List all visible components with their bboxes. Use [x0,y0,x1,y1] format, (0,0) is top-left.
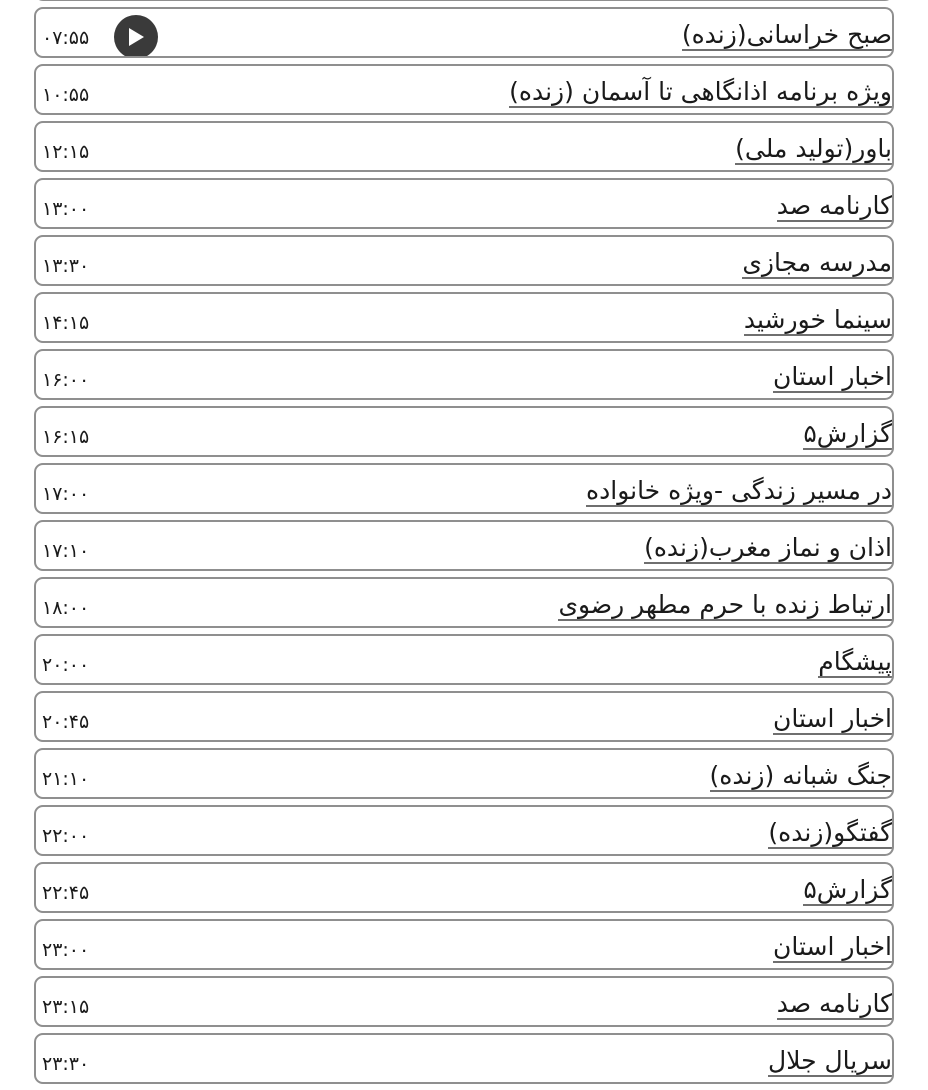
schedule-row[interactable] [34,349,894,400]
program-time: ۲۳:۱۵ [42,996,90,1018]
program-title: صبح خراسانی(زنده) [681,20,892,49]
program-title: سینما خورشید [743,305,892,334]
program-title: گزارش۵ [803,419,892,448]
program-time: ۱۶:۱۵ [42,426,90,448]
schedule-row-now-playing[interactable] [34,7,894,58]
program-time: ۱۲:۱۵ [42,141,90,163]
program-time: ۲۲:۰۰ [42,825,90,847]
program-title: گفتگو(زنده) [768,818,892,847]
program-time: ۲۰:۰۰ [42,654,90,676]
program-title: سریال جلال [768,1046,892,1075]
program-title: گزارش۵ [803,875,892,904]
schedule-row[interactable] [34,919,894,970]
program-time: ۱۰:۵۵ [42,84,90,106]
program-title: مدرسه مجازی [742,248,892,277]
schedule-row[interactable] [34,178,894,229]
program-time: ۱۸:۰۰ [42,597,90,619]
program-title: باور(تولید ملی) [735,134,892,163]
schedule-row[interactable] [34,976,894,1027]
program-time: ۱۷:۱۰ [42,540,90,562]
program-time: ۱۷:۰۰ [42,483,90,505]
play-icon [126,26,146,48]
schedule-row[interactable] [34,862,894,913]
program-time: ۲۲:۴۵ [42,882,90,904]
program-title: اخبار استان [773,362,892,391]
program-title: اخبار استان [773,932,892,961]
schedule-row[interactable] [34,805,894,856]
schedule-row[interactable] [34,0,894,1]
program-title: اذان و نماز مغرب(زنده) [644,533,892,562]
program-time: ۱۳:۳۰ [42,255,90,277]
program-title: ویژه برنامه اذانگاهی تا آسمان (زنده) [509,77,892,106]
play-button[interactable] [114,15,158,58]
schedule-row[interactable] [34,292,894,343]
schedule-row[interactable] [34,64,894,115]
program-title: کارنامه صد [776,989,892,1018]
program-title: اخبار استان [773,704,892,733]
program-time: ۲۰:۴۵ [42,711,90,733]
program-title: ارتباط زنده با حرم مطهر رضوی [558,590,892,619]
schedule-row[interactable] [34,577,894,628]
program-time: ۱۴:۱۵ [42,312,90,334]
program-time: ۰۷:۵۵ [42,27,90,49]
schedule-row[interactable] [34,634,894,685]
schedule-row[interactable] [34,121,894,172]
schedule-row[interactable] [34,748,894,799]
schedule-row[interactable] [34,235,894,286]
program-time: ۲۳:۳۰ [42,1053,90,1075]
program-title: جنگ شبانه (زنده) [709,761,892,790]
program-time: ۲۳:۰۰ [42,939,90,961]
schedule-row[interactable] [34,463,894,514]
schedule-row[interactable] [34,1033,894,1084]
schedule-row[interactable] [34,520,894,571]
program-title: کارنامه صد [776,191,892,220]
schedule-row[interactable] [34,406,894,457]
schedule-row[interactable] [34,691,894,742]
program-title: در مسیر زندگی -ویژه خانواده [586,476,892,505]
program-time: ۱۶:۰۰ [42,369,90,391]
program-title: پیشگام [818,647,892,676]
program-time: ۱۳:۰۰ [42,198,90,220]
program-time: ۲۱:۱۰ [42,768,90,790]
